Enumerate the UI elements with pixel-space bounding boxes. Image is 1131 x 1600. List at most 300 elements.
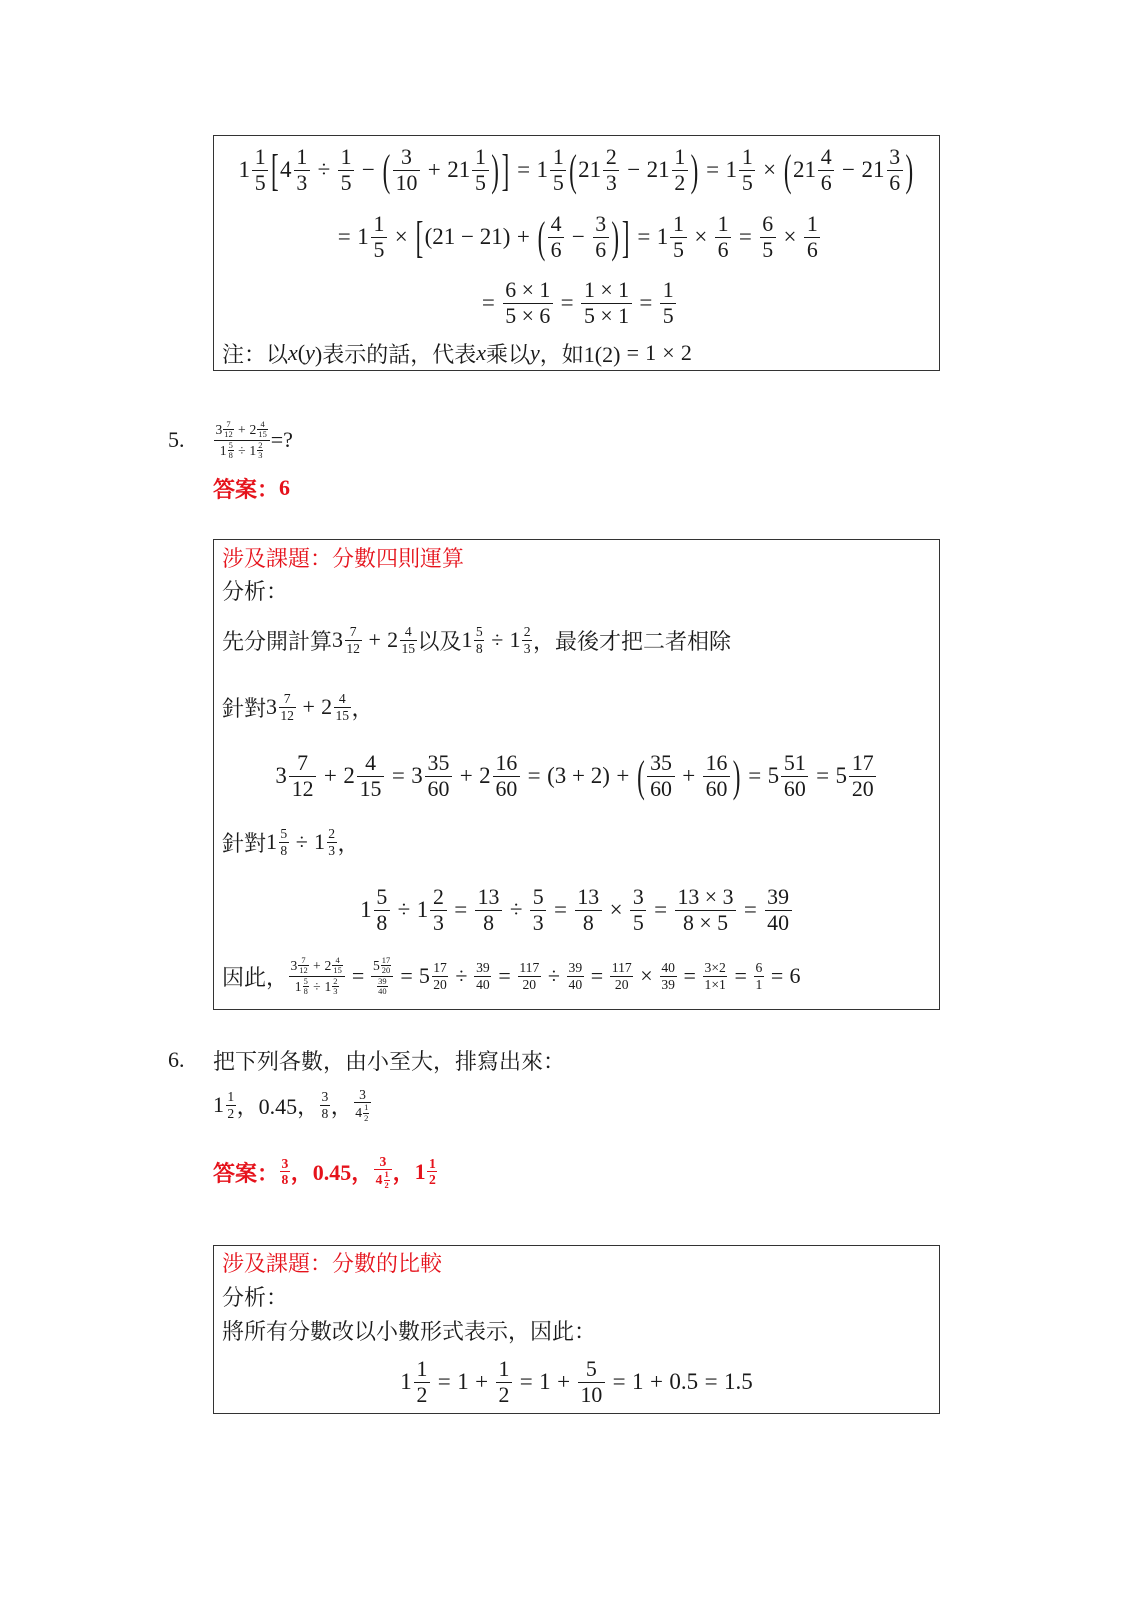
denominator xyxy=(432,976,449,992)
fraction xyxy=(575,885,602,935)
math-operator: ÷ xyxy=(313,978,321,994)
math-text: 15 xyxy=(359,776,382,801)
mixed-number xyxy=(768,751,810,801)
fraction xyxy=(374,1154,392,1190)
denominator xyxy=(257,429,267,439)
numerator xyxy=(345,624,362,639)
fraction xyxy=(765,885,792,935)
mixed-number xyxy=(419,960,449,992)
mixed-number xyxy=(387,624,417,656)
math-text: 60 xyxy=(705,776,728,801)
denominator xyxy=(374,910,390,935)
whole-part: 3 xyxy=(275,763,287,788)
math-text: 2 xyxy=(227,1105,235,1121)
denominator xyxy=(294,170,310,195)
math-text: 5 xyxy=(475,170,486,195)
math-delimiter: ) xyxy=(905,145,914,195)
numerator xyxy=(384,1170,390,1179)
math-text: 3 xyxy=(296,170,308,195)
math-text: ( xyxy=(297,340,306,365)
whole-part: 21 xyxy=(861,157,885,182)
numerator xyxy=(567,960,584,975)
numerator xyxy=(294,145,310,169)
math-text: =? xyxy=(270,427,293,452)
numerator xyxy=(371,212,387,236)
math-text: 5 × 6 xyxy=(505,303,551,328)
numerator xyxy=(303,977,309,986)
math-text: 39 xyxy=(767,885,790,910)
fraction xyxy=(289,956,345,997)
math-text: 16 xyxy=(495,751,518,776)
math-text: 12 xyxy=(224,429,233,440)
math-delimiter: ( xyxy=(537,212,546,262)
numerator xyxy=(660,960,677,975)
math-delimiter: [ xyxy=(270,145,279,195)
fraction xyxy=(345,624,362,656)
math-operator: = xyxy=(481,290,495,315)
numerator xyxy=(400,624,417,639)
fraction xyxy=(578,1357,605,1407)
numerator xyxy=(660,278,676,302)
math-text: 5 xyxy=(741,170,753,195)
denominator xyxy=(393,170,420,195)
numerator xyxy=(298,956,308,965)
numerator xyxy=(475,885,502,909)
denominator xyxy=(289,776,316,801)
numerator xyxy=(223,420,233,429)
fraction xyxy=(377,977,387,997)
topic-heading: 涉及課題：分數的比較 xyxy=(222,1250,443,1276)
math-operator: ÷ xyxy=(455,963,468,988)
mixed-number xyxy=(417,885,448,935)
math-text: 5 xyxy=(303,975,308,986)
math-text: 5 xyxy=(662,303,674,328)
whole-part: 1 xyxy=(416,897,429,922)
question-number-6: 6. xyxy=(168,1047,185,1072)
math-text: 5 xyxy=(475,624,483,640)
whole-part: 1 xyxy=(357,224,369,249)
numerator xyxy=(279,691,296,706)
math-text: 1 xyxy=(632,1369,644,1394)
step-1-equation xyxy=(222,746,931,806)
solution-box-q6 xyxy=(213,1245,940,1414)
math-text: 4 xyxy=(550,212,562,237)
denominator xyxy=(381,965,391,975)
math-operator: + xyxy=(682,763,696,788)
math-operator: = xyxy=(351,963,365,988)
math-text: 3 xyxy=(333,985,338,996)
mixed-number xyxy=(447,145,490,195)
question-6-answer xyxy=(213,1147,940,1197)
whole-part: 5 xyxy=(835,763,848,788)
solution-box-previous xyxy=(213,135,940,371)
math-text: 60 xyxy=(783,776,806,801)
denominator xyxy=(338,170,354,195)
math-delimiter: ( xyxy=(569,145,577,195)
fraction xyxy=(603,145,619,195)
math-text: 8 × 5 xyxy=(682,910,729,935)
math-text: 20 xyxy=(522,976,537,992)
denominator xyxy=(530,910,546,935)
math-text: ，如1(2) xyxy=(539,341,621,367)
math-variable: y xyxy=(529,340,540,365)
denominator xyxy=(320,1105,330,1121)
math-operator: = xyxy=(748,763,762,788)
mixed-number xyxy=(726,145,757,195)
whole-part: 3 xyxy=(266,694,278,719)
whole-part: 1 xyxy=(249,442,257,458)
math-text: 13 × 3 xyxy=(677,885,734,910)
whole-part: 21 xyxy=(578,157,602,182)
mixed-number xyxy=(479,751,521,801)
math-text: 3 xyxy=(258,449,263,460)
math-text: 4 xyxy=(335,954,340,965)
answer-label: 答案： xyxy=(213,1160,280,1186)
numerator xyxy=(887,145,903,169)
denominator xyxy=(660,303,676,328)
math-text: 8 xyxy=(281,1172,289,1188)
numerator xyxy=(849,751,876,775)
numerator xyxy=(522,624,532,639)
math-text: 17 xyxy=(433,960,447,976)
fraction xyxy=(414,1357,430,1407)
denominator xyxy=(760,237,776,262)
math-operator: − xyxy=(842,157,856,182)
whole-part: 1 xyxy=(213,1092,224,1117)
math-text: 8 xyxy=(376,910,388,935)
math-operator: + xyxy=(616,763,630,788)
numerator xyxy=(214,420,270,440)
fraction xyxy=(393,145,420,195)
denominator xyxy=(603,170,619,195)
numerator xyxy=(804,212,820,236)
mixed-number xyxy=(400,1357,431,1407)
fraction xyxy=(214,420,270,461)
whole-part: 21 xyxy=(646,157,670,182)
analysis-label: 分析： xyxy=(222,1284,289,1310)
fraction xyxy=(818,145,834,195)
math-text: 6 xyxy=(717,237,729,262)
math-operator: ÷ xyxy=(295,829,308,854)
fraction xyxy=(354,1087,372,1123)
math-text: 7 xyxy=(301,954,306,965)
math-text: 4 xyxy=(365,751,376,776)
math-text: 39 xyxy=(568,960,583,976)
numerator xyxy=(760,212,776,236)
numerator xyxy=(675,885,736,909)
whole-part: 1 xyxy=(360,897,372,922)
numerator xyxy=(381,956,391,965)
math-text: 注：以 xyxy=(222,341,289,367)
mixed-number xyxy=(836,751,878,801)
fraction xyxy=(550,145,566,195)
math-operator: = xyxy=(527,763,541,788)
math-text: 7 xyxy=(297,751,309,776)
math-text: 3 xyxy=(359,1086,366,1102)
denominator xyxy=(496,1382,512,1407)
math-text: (21 − 21) xyxy=(424,224,511,249)
whole-part: 4 xyxy=(355,1105,363,1121)
math-operator: + xyxy=(323,763,337,788)
numerator xyxy=(548,212,564,236)
math-text: 60 xyxy=(495,776,518,801)
numerator xyxy=(228,441,234,450)
denominator xyxy=(363,1113,369,1123)
mixed-number xyxy=(266,826,290,858)
fraction xyxy=(703,751,730,801)
denominator xyxy=(550,170,566,195)
denominator xyxy=(279,842,289,858)
fraction xyxy=(647,751,674,801)
fraction xyxy=(332,977,338,997)
whole-part: 3 xyxy=(332,627,344,652)
whole-part: 1 xyxy=(509,627,521,652)
whole-part: 5 xyxy=(372,957,380,973)
fraction xyxy=(593,212,609,262)
numerator xyxy=(754,960,764,975)
math-text: 3 xyxy=(433,910,444,935)
fraction xyxy=(474,624,484,656)
whole-part: 4 xyxy=(375,1172,383,1188)
math-operator: = xyxy=(612,1369,626,1394)
math-operator: = xyxy=(639,290,653,315)
note-line xyxy=(222,338,931,368)
fraction xyxy=(567,960,584,992)
mixed-number xyxy=(295,977,310,997)
denominator xyxy=(804,237,820,262)
math-text: 1 xyxy=(674,145,686,170)
math-text: 20 xyxy=(614,976,629,992)
whole-part: 1 xyxy=(400,1369,412,1394)
math-text: 7 xyxy=(283,691,291,707)
mixed-number xyxy=(290,956,309,976)
math-text: 13 xyxy=(477,885,500,910)
numerator xyxy=(377,977,387,986)
fraction xyxy=(472,145,488,195)
numerator xyxy=(332,956,342,965)
answer-value xyxy=(279,1154,438,1190)
question-5-answer xyxy=(213,474,940,502)
math-text: 5 xyxy=(376,885,388,910)
question-6-numbers xyxy=(213,1083,940,1127)
math-text: 1 xyxy=(227,1089,235,1105)
fraction xyxy=(425,751,452,801)
fraction xyxy=(257,420,267,440)
math-text: 20 xyxy=(433,976,447,992)
math-text: 針對 xyxy=(222,830,267,856)
numerator xyxy=(327,826,337,841)
math-text: 4 xyxy=(338,691,346,707)
denominator xyxy=(675,910,736,935)
numerator xyxy=(334,691,351,706)
math-text: ， xyxy=(330,1093,353,1119)
numerator xyxy=(672,145,688,169)
denominator xyxy=(765,910,792,935)
math-text: 6 xyxy=(755,960,763,976)
numerator xyxy=(518,960,541,975)
math-operator: = xyxy=(400,963,413,988)
step-1-equation xyxy=(222,1354,931,1410)
math-text: 5 xyxy=(673,237,684,262)
math-text: 4 xyxy=(404,624,412,640)
math-operator: + xyxy=(238,421,246,437)
fraction xyxy=(610,960,633,992)
math-text: 0.5 xyxy=(669,1369,699,1394)
fraction xyxy=(338,145,354,195)
math-text: 20 xyxy=(381,965,391,976)
question-6-text: 把下列各數，由小至大，排寫出來： xyxy=(213,1048,566,1074)
math-text: 40 xyxy=(568,976,583,992)
math-text: ，0.45， xyxy=(236,1093,320,1119)
math-text: 1 xyxy=(428,1156,436,1172)
math-text: 5 xyxy=(280,826,288,842)
math-text: 8 xyxy=(303,985,308,996)
math-text: 39 xyxy=(661,976,675,992)
answer-value xyxy=(279,475,290,501)
mixed-number xyxy=(275,751,317,801)
math-text: 17 xyxy=(381,954,391,965)
denominator xyxy=(384,1180,390,1190)
fraction xyxy=(400,624,417,656)
fraction xyxy=(280,1156,290,1188)
fraction xyxy=(427,1156,437,1188)
fraction xyxy=(493,751,520,801)
math-delimiter: ) xyxy=(732,751,741,801)
fraction xyxy=(660,278,676,328)
math-operator: + xyxy=(557,1369,571,1394)
mixed-number xyxy=(578,145,621,195)
math-operator: ÷ xyxy=(491,627,504,652)
conclusion-line xyxy=(222,948,931,1004)
denominator xyxy=(754,976,764,992)
whole-part: 1 xyxy=(324,978,332,994)
math-text: 2 xyxy=(328,826,336,842)
denominator xyxy=(354,1102,372,1123)
numerator xyxy=(818,145,834,169)
numerator xyxy=(610,960,633,975)
math-text: 5 xyxy=(254,170,266,195)
math-delimiter: ] xyxy=(621,212,630,262)
math-text: ，0.45， xyxy=(290,1160,374,1186)
math-operator: = xyxy=(437,1369,451,1394)
numerator xyxy=(414,1357,430,1381)
numerator xyxy=(332,977,338,986)
math-text: 5 xyxy=(340,170,352,195)
fraction xyxy=(430,885,446,935)
mixed-number xyxy=(250,420,269,440)
math-text: 1×1 xyxy=(704,976,726,992)
math-text: 20 xyxy=(851,776,874,801)
math-text: 1 xyxy=(364,1102,369,1113)
fraction xyxy=(228,441,234,461)
numerator xyxy=(320,1089,330,1104)
numerator xyxy=(226,1089,236,1104)
math-text: 1 xyxy=(475,145,486,170)
math-text: 1 xyxy=(552,145,564,170)
denominator xyxy=(581,303,631,328)
fraction xyxy=(522,624,532,656)
mixed-number xyxy=(314,826,338,858)
fraction xyxy=(660,960,677,992)
denominator xyxy=(818,170,834,195)
math-text: 13 xyxy=(577,885,600,910)
numerator xyxy=(703,960,728,975)
math-delimiter: ] xyxy=(501,145,510,195)
math-text: 17 xyxy=(851,751,874,776)
math-text: 16 xyxy=(705,751,728,776)
whole-part: 1 xyxy=(536,157,549,182)
math-text: 117 xyxy=(519,960,540,976)
denominator xyxy=(522,640,532,656)
math-operator: + xyxy=(302,694,315,719)
math-operator: = xyxy=(391,763,405,788)
whole-part: 3 xyxy=(411,763,423,788)
numerator xyxy=(630,885,646,909)
math-operator: − xyxy=(627,157,641,182)
math-operator: × xyxy=(763,157,777,182)
math-operator: × xyxy=(609,897,623,922)
denominator xyxy=(279,707,296,723)
math-text: 2 xyxy=(428,1172,436,1188)
numerator xyxy=(371,956,393,976)
math-text: 3×2 xyxy=(704,960,726,976)
whole-part: 1 xyxy=(238,157,250,182)
math-text: 3 xyxy=(523,640,531,656)
math-text: 6 xyxy=(889,170,901,195)
numerator xyxy=(338,145,354,169)
math-text: 40 xyxy=(767,910,790,935)
mixed-number xyxy=(332,624,362,656)
math-operator: + xyxy=(368,627,381,652)
fraction xyxy=(252,145,268,195)
math-text: 8 xyxy=(228,449,233,460)
denominator xyxy=(223,429,233,439)
numerator xyxy=(257,441,263,450)
fraction xyxy=(384,1170,390,1190)
math-operator: × xyxy=(694,224,708,249)
fraction xyxy=(675,885,736,935)
math-text: 3 xyxy=(595,212,607,237)
mixed-number xyxy=(325,956,344,976)
analysis-intro xyxy=(222,615,931,665)
math-operator: ÷ xyxy=(397,897,411,922)
math-text: 15 xyxy=(258,429,267,440)
denominator xyxy=(332,986,338,996)
numerator xyxy=(739,145,755,169)
mixed-number xyxy=(280,145,311,195)
whole-part: 1 xyxy=(219,442,227,458)
math-text: 6 xyxy=(595,237,607,262)
mixed-number xyxy=(376,1170,391,1190)
math-text: 12 xyxy=(291,776,314,801)
math-text: 5 xyxy=(762,237,774,262)
math-operator: = xyxy=(337,224,351,249)
numerator xyxy=(530,885,546,909)
numerator xyxy=(593,212,609,236)
numerator xyxy=(781,751,808,775)
math-text: 5 xyxy=(373,237,385,262)
analysis-label: 分析： xyxy=(222,578,289,604)
mixed-number xyxy=(355,1103,370,1123)
math-text: 40 xyxy=(661,960,675,976)
math-operator: = xyxy=(519,1369,533,1394)
denominator xyxy=(781,776,808,801)
math-operator: ÷ xyxy=(547,963,560,988)
math-text: 12 xyxy=(280,707,294,723)
math-operator: = xyxy=(637,224,651,249)
math-text: 4 xyxy=(820,145,832,170)
math-operator: = xyxy=(454,897,468,922)
